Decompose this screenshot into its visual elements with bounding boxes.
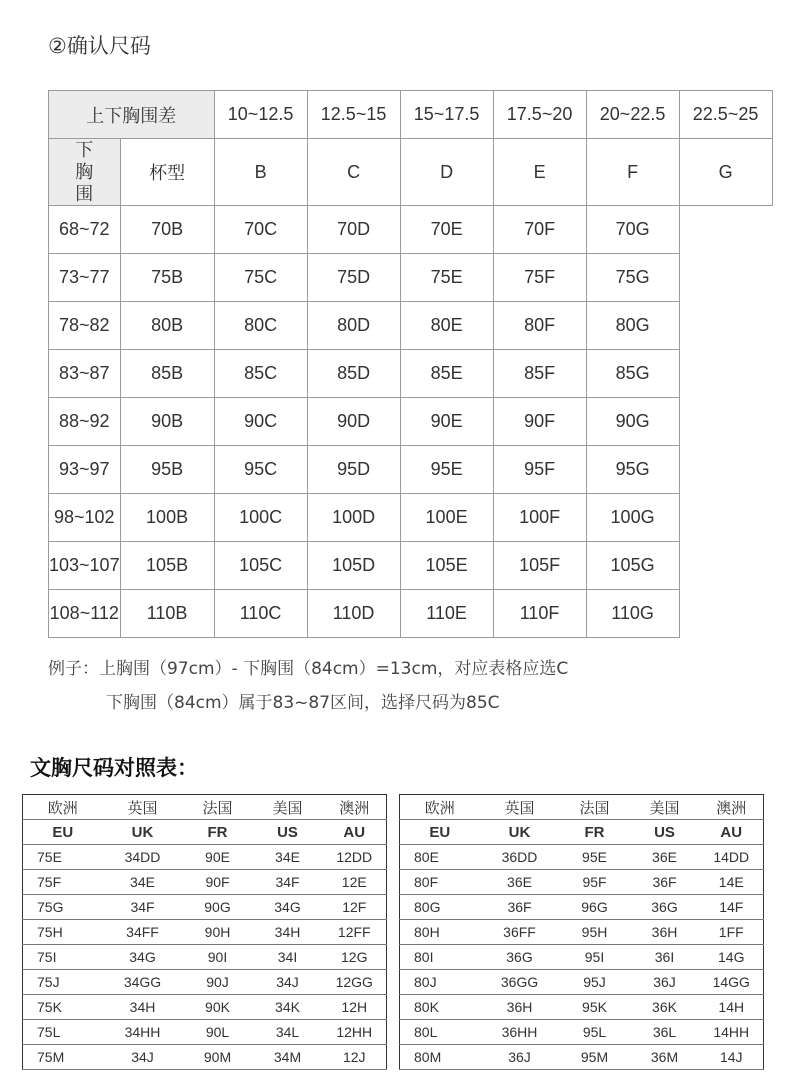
size-cell: 90F [493, 398, 586, 446]
comparison-header-cn [400, 795, 764, 820]
comparison-cell: 12G [323, 945, 387, 970]
size-cell: 70B [120, 206, 214, 254]
header-label: 上下胸围差 [49, 91, 215, 139]
comparison-cell: 95M [560, 1045, 630, 1070]
comparison-header-cell: AU [700, 820, 764, 845]
comparison-cell: 75J [23, 970, 103, 995]
size-cell: 95G [586, 446, 679, 494]
comparison-row [400, 870, 764, 895]
comparison-cell: 34H [253, 920, 323, 945]
size-cell: 100C [214, 494, 307, 542]
comparison-row [400, 1020, 764, 1045]
comparison-cell: 36HH [480, 1020, 560, 1045]
comparison-cell: 14F [700, 895, 764, 920]
comparison-cell: 80K [400, 995, 480, 1020]
comparison-cell: 14HH [700, 1020, 764, 1045]
comparison-cell: 34GG [103, 970, 183, 995]
comparison-row [23, 920, 387, 945]
size-cell: 110E [400, 590, 493, 638]
comparison-cell: 34E [103, 870, 183, 895]
cup-row [49, 139, 773, 206]
size-cell: 70D [307, 206, 400, 254]
comparison-cell: 36G [630, 895, 700, 920]
size-cell: 75B [120, 254, 214, 302]
size-header-row [49, 91, 773, 139]
comparison-header-cell: 欧洲 [23, 795, 103, 820]
comparison-cell: 36M [630, 1045, 700, 1070]
size-cell: 75G [586, 254, 679, 302]
size-row [49, 542, 773, 590]
side-label-text: 下 胸 围 [75, 140, 94, 204]
comparison-row [23, 870, 387, 895]
comparison-row [400, 845, 764, 870]
comparison-header-cell: EU [23, 820, 103, 845]
size-cell: 110D [307, 590, 400, 638]
comparison-cell: 34L [253, 1020, 323, 1045]
comparison-header-cn [23, 795, 387, 820]
comparison-cell: 12FF [323, 920, 387, 945]
comparison-cell: 36I [630, 945, 700, 970]
size-cell: 70C [214, 206, 307, 254]
comparison-cell: 34F [253, 870, 323, 895]
comparison-header-cell: US [253, 820, 323, 845]
comparison-cell: 36J [480, 1045, 560, 1070]
comparison-cell: 36H [630, 920, 700, 945]
comparison-cell: 12DD [323, 845, 387, 870]
underbust-range: 68~72 [49, 206, 121, 254]
comparison-cell: 80F [400, 870, 480, 895]
comparison-cell: 34G [253, 895, 323, 920]
header-range: 20~22.5 [586, 91, 679, 139]
comparison-header-cell: 法国 [183, 795, 253, 820]
example-line-1: 例子：上胸围（97cm）- 下胸围（84cm）=13cm，对应表格应选C [48, 659, 569, 679]
comparison-row [400, 995, 764, 1020]
comparison-cell: 95J [560, 970, 630, 995]
comparison-cell: 95I [560, 945, 630, 970]
size-cell: 100F [493, 494, 586, 542]
size-cell: 80B [120, 302, 214, 350]
size-cell: 100G [586, 494, 679, 542]
comparison-row [23, 995, 387, 1020]
size-cell: 80D [307, 302, 400, 350]
size-cell: 105F [493, 542, 586, 590]
comparison-cell: 34F [103, 895, 183, 920]
comparison-cell: 34HH [103, 1020, 183, 1045]
size-cell: 100B [120, 494, 214, 542]
comparison-cell: 12H [323, 995, 387, 1020]
size-cell: 110F [493, 590, 586, 638]
size-cell: 100D [307, 494, 400, 542]
comparison-cell: 34K [253, 995, 323, 1020]
comparison-cell: 34DD [103, 845, 183, 870]
comparison-cell: 36DD [480, 845, 560, 870]
comparison-cell: 90M [183, 1045, 253, 1070]
underbust-range: 73~77 [49, 254, 121, 302]
comparison-cell: 80G [400, 895, 480, 920]
comparison-row [23, 1020, 387, 1045]
size-cell: 90B [120, 398, 214, 446]
size-cell: 110G [586, 590, 679, 638]
comparison-header-cell: US [630, 820, 700, 845]
comparison-header-cell: 欧洲 [400, 795, 480, 820]
comparison-header-cell: 英国 [103, 795, 183, 820]
comparison-cell: 34I [253, 945, 323, 970]
comparison-cell: 90K [183, 995, 253, 1020]
comparison-cell: 75F [23, 870, 103, 895]
comparison-cell: 95K [560, 995, 630, 1020]
size-cell: 105E [400, 542, 493, 590]
comparison-cell: 34FF [103, 920, 183, 945]
comparison-cell: 95L [560, 1020, 630, 1045]
size-cell: 110B [120, 590, 214, 638]
size-cell: 70G [586, 206, 679, 254]
example-note [48, 652, 568, 720]
comparison-header-cell: 美国 [253, 795, 323, 820]
size-row [49, 302, 773, 350]
size-cell: 85B [120, 350, 214, 398]
comparison-header-cell: EU [400, 820, 480, 845]
comparison-cell: 75I [23, 945, 103, 970]
size-cell: 95E [400, 446, 493, 494]
underbust-range: 88~92 [49, 398, 121, 446]
size-cell: 85E [400, 350, 493, 398]
comparison-cell: 36H [480, 995, 560, 1020]
comparison-table-left [22, 794, 387, 1070]
size-cell: 95B [120, 446, 214, 494]
comparison-header-cell: 英国 [480, 795, 560, 820]
size-cell: 80C [214, 302, 307, 350]
comparison-cell: 36FF [480, 920, 560, 945]
comparison-cell: 36L [630, 1020, 700, 1045]
comparison-row [23, 970, 387, 995]
comparison-cell: 34J [253, 970, 323, 995]
size-table [48, 90, 773, 638]
comparison-cell: 75L [23, 1020, 103, 1045]
comparison-cell: 36J [630, 970, 700, 995]
comparison-cell: 95F [560, 870, 630, 895]
size-cell: 80G [586, 302, 679, 350]
comparison-cell: 36E [630, 845, 700, 870]
example-line-2: 下胸围（84cm）属于83~87区间，选择尺码为85C [106, 693, 500, 713]
underbust-range: 103~107 [49, 542, 121, 590]
comparison-cell: 75K [23, 995, 103, 1020]
comparison-cell: 14DD [700, 845, 764, 870]
side-label [49, 139, 121, 206]
comparison-cell: 80M [400, 1045, 480, 1070]
comparison-cell: 90I [183, 945, 253, 970]
comparison-cell: 34J [103, 1045, 183, 1070]
comparison-cell: 90E [183, 845, 253, 870]
comparison-cell: 95H [560, 920, 630, 945]
size-cell: 85F [493, 350, 586, 398]
comparison-cell: 96G [560, 895, 630, 920]
comparison-header-en [400, 820, 764, 845]
cup-cell: B [214, 139, 307, 206]
size-cell: 100E [400, 494, 493, 542]
comparison-row [400, 945, 764, 970]
comparison-header-cell: UK [480, 820, 560, 845]
underbust-range: 98~102 [49, 494, 121, 542]
size-cell: 105G [586, 542, 679, 590]
comparison-header-cell: 澳洲 [323, 795, 387, 820]
comparison-cell: 14J [700, 1045, 764, 1070]
comparison-cell: 80E [400, 845, 480, 870]
section-title: ②确认尺码 [48, 34, 151, 58]
comparison-cell: 90F [183, 870, 253, 895]
comparison-header-cell: AU [323, 820, 387, 845]
comparison-cell: 34H [103, 995, 183, 1020]
comparison-cell: 12F [323, 895, 387, 920]
comparison-cell: 34E [253, 845, 323, 870]
size-row [49, 446, 773, 494]
comparison-header-cell: 法国 [560, 795, 630, 820]
size-cell: 80E [400, 302, 493, 350]
comparison-cell: 36G [480, 945, 560, 970]
comparison-title: 文胸尺码对照表： [30, 756, 198, 780]
comparison-row [23, 895, 387, 920]
comparison-row [400, 970, 764, 995]
size-cell: 105B [120, 542, 214, 590]
size-row [49, 590, 773, 638]
cup-cell: G [679, 139, 772, 206]
size-cell: 70F [493, 206, 586, 254]
size-cell: 105C [214, 542, 307, 590]
comparison-row [23, 1045, 387, 1070]
comparison-cell: 90G [183, 895, 253, 920]
size-cell: 80F [493, 302, 586, 350]
cup-cell: F [586, 139, 679, 206]
comparison-row [400, 1045, 764, 1070]
comparison-row [23, 845, 387, 870]
comparison-cell: 12J [323, 1045, 387, 1070]
comparison-cell: 80J [400, 970, 480, 995]
comparison-cell: 14GG [700, 970, 764, 995]
comparison-cell: 34G [103, 945, 183, 970]
size-cell: 90G [586, 398, 679, 446]
comparison-cell: 36F [480, 895, 560, 920]
size-row [49, 350, 773, 398]
size-cell: 110C [214, 590, 307, 638]
underbust-range: 83~87 [49, 350, 121, 398]
comparison-header-cell: FR [183, 820, 253, 845]
cup-label: 杯型 [120, 139, 214, 206]
comparison-cell: 1FF [700, 920, 764, 945]
comparison-header-cell: 美国 [630, 795, 700, 820]
cup-cell: C [307, 139, 400, 206]
comparison-cell: 75H [23, 920, 103, 945]
header-range: 15~17.5 [400, 91, 493, 139]
comparison-cell: 95E [560, 845, 630, 870]
comparison-cell: 90H [183, 920, 253, 945]
comparison-header-cell: UK [103, 820, 183, 845]
comparison-cell: 12GG [323, 970, 387, 995]
header-range: 12.5~15 [307, 91, 400, 139]
underbust-range: 93~97 [49, 446, 121, 494]
size-cell: 75E [400, 254, 493, 302]
size-row [49, 206, 773, 254]
comparison-cell: 34M [253, 1045, 323, 1070]
comparison-cell: 14G [700, 945, 764, 970]
comparison-cell: 80L [400, 1020, 480, 1045]
size-cell: 85C [214, 350, 307, 398]
comparison-cell: 90J [183, 970, 253, 995]
comparison-table-right [399, 794, 764, 1070]
comparison-cell: 14E [700, 870, 764, 895]
comparison-cell: 75E [23, 845, 103, 870]
size-cell: 95C [214, 446, 307, 494]
header-range: 10~12.5 [214, 91, 307, 139]
size-cell: 95F [493, 446, 586, 494]
comparison-cell: 12E [323, 870, 387, 895]
size-cell: 90C [214, 398, 307, 446]
size-cell: 85D [307, 350, 400, 398]
comparison-cell: 36K [630, 995, 700, 1020]
comparison-cell: 75M [23, 1045, 103, 1070]
comparison-row [400, 920, 764, 945]
size-cell: 75D [307, 254, 400, 302]
comparison-cell: 36F [630, 870, 700, 895]
underbust-range: 78~82 [49, 302, 121, 350]
comparison-header-cell: 澳洲 [700, 795, 764, 820]
comparison-header-en [23, 820, 387, 845]
size-cell: 70E [400, 206, 493, 254]
comparison-cell: 36E [480, 870, 560, 895]
comparison-row [400, 895, 764, 920]
size-cell: 75C [214, 254, 307, 302]
header-range: 17.5~20 [493, 91, 586, 139]
size-cell: 95D [307, 446, 400, 494]
size-cell: 90E [400, 398, 493, 446]
size-row [49, 398, 773, 446]
size-cell: 105D [307, 542, 400, 590]
cup-cell: E [493, 139, 586, 206]
comparison-cell: 36GG [480, 970, 560, 995]
size-cell: 85G [586, 350, 679, 398]
underbust-range: 108~112 [49, 590, 121, 638]
comparison-row [23, 945, 387, 970]
comparison-cell: 14H [700, 995, 764, 1020]
size-row [49, 254, 773, 302]
size-cell: 75F [493, 254, 586, 302]
cup-cell: D [400, 139, 493, 206]
comparison-header-cell: FR [560, 820, 630, 845]
comparison-cell: 90L [183, 1020, 253, 1045]
size-row [49, 494, 773, 542]
comparison-cell: 80I [400, 945, 480, 970]
comparison-cell: 80H [400, 920, 480, 945]
comparison-cell: 75G [23, 895, 103, 920]
header-range: 22.5~25 [679, 91, 772, 139]
comparison-cell: 12HH [323, 1020, 387, 1045]
size-cell: 90D [307, 398, 400, 446]
